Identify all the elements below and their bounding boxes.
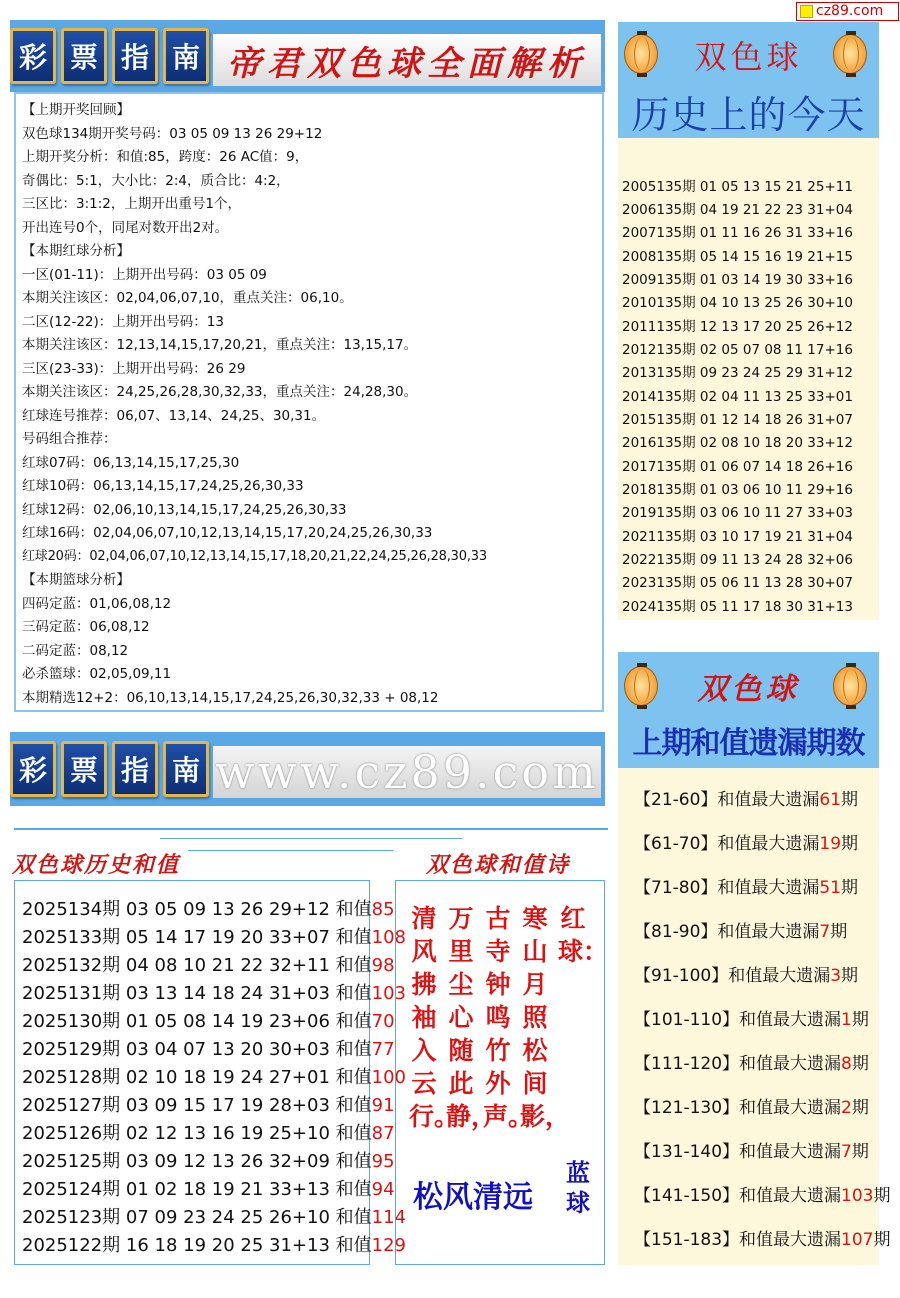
brand-tile: 南	[163, 741, 209, 797]
sum-value: 70	[371, 1011, 395, 1032]
sum-value: 103	[371, 983, 406, 1004]
sum-missing-header	[618, 652, 879, 768]
missing-value: 103	[841, 1186, 874, 1206]
analysis-line: 红球16码：02,04,06,07,10,12,13,14,15,17,20,24,25,26,30,33	[22, 525, 433, 541]
analysis-line: 本期关注该区：24,25,26,28,30,32,33，重点关注：24,28,30。	[22, 384, 418, 400]
history-sum-row: 2025127期 03 09 15 17 19 28+03 和值91	[22, 1095, 395, 1116]
history-today-row: 2006135期 04 19 21 22 23 31+04	[622, 202, 853, 218]
missing-value: 19	[819, 834, 842, 854]
history-today-row: 2010135期 04 10 13 25 26 30+10	[622, 295, 853, 311]
analysis-line: 二区(12-22)：上期开出号码：13	[22, 314, 224, 330]
analysis-line: 红球07码：06,13,14,15,17,25,30	[22, 455, 240, 471]
analysis-line: 红球连号推荐：06,07、13,14、24,25、30,31。	[22, 408, 326, 424]
analysis-line: 四码定蓝：01,06,08,12	[22, 596, 172, 612]
sum-value: 98	[371, 955, 395, 976]
history-sum-row: 2025132期 04 08 10 21 22 32+11 和值98	[22, 955, 395, 976]
missing-value: 51	[819, 878, 842, 898]
sum-value: 91	[371, 1095, 395, 1116]
history-sum-title: 双色球历史和值	[12, 852, 181, 878]
sum-value: 77	[371, 1039, 395, 1060]
range: 【61-70】	[634, 834, 718, 854]
range: 【91-100】	[634, 966, 729, 986]
poem-title: 双色球和值诗	[426, 852, 571, 878]
sum-missing-row: 【131-140】和值最大遗漏7期	[634, 1142, 869, 1162]
site-badge[interactable]	[796, 2, 899, 21]
sum-value: 129	[371, 1235, 406, 1256]
history-sum-row: 2025125期 03 09 12 13 26 32+09 和值95	[22, 1151, 395, 1172]
history-today-row: 2019135期 03 06 10 11 27 33+03	[622, 505, 853, 521]
history-today-row: 2017135期 01 06 07 14 18 26+16	[622, 459, 853, 475]
poem-column: 古寺钟鸣竹外声。	[483, 904, 534, 1131]
poem-blue-label: 蓝球	[566, 1158, 590, 1217]
range: 【141-150】	[634, 1186, 740, 1206]
analysis-line: 本期精选12+2：06,10,13,14,15,17,24,25,26,30,32,33 + 08,12	[22, 690, 439, 706]
watermark-header-band	[10, 732, 605, 806]
history-sum-row: 2025134期 03 05 09 13 26 29+12 和值85	[22, 899, 395, 920]
sum-missing-row: 【81-90】和值最大遗漏7期	[634, 922, 848, 942]
analysis-line: 号码组合推荐：	[22, 431, 117, 447]
sum-missing-row: 【91-100】和值最大遗漏3期	[634, 966, 859, 986]
range: 【81-90】	[634, 922, 718, 942]
history-today-row: 2007135期 01 11 16 26 31 33+16	[622, 225, 853, 241]
history-today-row: 2013135期 09 23 24 25 29 31+12	[622, 365, 853, 381]
brand-tile: 南	[163, 28, 209, 84]
history-sum-row: 2025130期 01 05 08 14 19 23+06 和值70	[22, 1011, 395, 1032]
brand-tile: 票	[61, 741, 107, 797]
history-today-row: 2016135期 02 08 10 18 20 33+12	[622, 435, 853, 451]
watermark-box	[213, 746, 601, 798]
sum-value: 114	[371, 1207, 406, 1228]
sum-value: 94	[371, 1179, 395, 1200]
poem-column: 清风拂袖入云行。	[409, 904, 460, 1131]
poem-column: 寒山月照松间影，	[520, 904, 571, 1131]
analysis-panel	[14, 92, 604, 712]
analysis-title: 帝君双色球全面解析	[227, 43, 587, 84]
analysis-line: 三区比：3:1:2，上期开出重号1个，	[22, 196, 241, 212]
top-header-band	[10, 20, 605, 92]
sum-missing-row: 【121-130】和值最大遗漏2期	[634, 1098, 869, 1118]
history-today-row: 2012135期 02 05 07 08 11 17+16	[622, 342, 853, 358]
missing-value: 107	[841, 1230, 874, 1250]
missing-value: 2	[841, 1098, 852, 1118]
history-sum-row: 2025123期 07 09 23 24 25 26+10 和值114	[22, 1207, 406, 1228]
sum-missing-row: 【141-150】和值最大遗漏103期	[634, 1186, 891, 1206]
sum-missing-row: 【151-183】和值最大遗漏107期	[634, 1230, 891, 1250]
brand-tile: 彩	[10, 28, 56, 84]
range: 【21-60】	[634, 790, 718, 810]
range: 【71-80】	[634, 878, 718, 898]
sum-missing-title-bottom: 上期和值遗漏期数	[632, 726, 865, 761]
analysis-title-box	[213, 34, 601, 86]
analysis-line: 【本期篮球分析】	[22, 572, 130, 588]
sum-missing-row: 【61-70】和值最大遗漏19期	[634, 834, 859, 854]
analysis-line: 二码定蓝：08,12	[22, 643, 129, 659]
analysis-line: 本期关注该区：12,13,14,15,17,20,21，重点关注：13,15,17。	[22, 337, 418, 353]
site-watermark: www.cz89.com	[215, 745, 599, 799]
sum-missing-row: 【101-110】和值最大遗漏1期	[634, 1010, 869, 1030]
sum-value: 87	[371, 1123, 395, 1144]
history-today-row: 2018135期 01 03 06 10 11 29+16	[622, 482, 853, 498]
analysis-line: 三区(23-33)：上期开出号码：26 29	[22, 361, 246, 377]
missing-value: 7	[841, 1142, 852, 1162]
poem-blue-phrase: 松风清远	[413, 1180, 533, 1215]
brand-tile: 指	[112, 28, 158, 84]
history-today-row: 2009135期 01 03 14 19 30 33+16	[622, 272, 853, 288]
analysis-line: 【上期开奖回顾】	[22, 102, 130, 118]
analysis-line: 必杀篮球：02,05,09,11	[22, 666, 172, 682]
sum-missing-title-top: 双色球	[697, 672, 800, 707]
history-today-row: 2014135期 02 04 11 13 25 33+01	[622, 389, 853, 405]
history-today-row: 2021135期 03 10 17 19 21 31+04	[622, 529, 853, 545]
range: 【111-120】	[634, 1054, 740, 1074]
sum-missing-row: 【21-60】和值最大遗漏61期	[634, 790, 859, 810]
missing-value: 3	[830, 966, 842, 986]
range: 【101-110】	[634, 1010, 740, 1030]
history-today-row: 2022135期 09 11 13 24 28 32+06	[622, 552, 853, 568]
analysis-line: 本期关注该区：02,04,06,07,10，重点关注：06,10。	[22, 290, 353, 306]
history-today-row: 2023135期 05 06 11 13 28 30+07	[622, 575, 853, 591]
badge-square-icon	[800, 5, 813, 18]
range: 【121-130】	[634, 1098, 740, 1118]
missing-value: 1	[841, 1010, 852, 1030]
analysis-line: 红球20码：02,04,06,07,10,12,13,14,15,17,18,20,21,22,24,25,26,28,30,33	[22, 549, 487, 564]
poem-column: 万里尘心随此静，	[446, 904, 497, 1131]
analysis-line: 上期开奖分析：和值:85，跨度：26 AC值：9，	[22, 149, 309, 165]
missing-value: 8	[841, 1054, 852, 1074]
history-today-row: 2008135期 05 14 15 16 19 21+15	[622, 249, 853, 265]
history-sum-row: 2025128期 02 10 18 19 24 27+01 和值100	[22, 1067, 406, 1088]
sum-missing-row: 【111-120】和值最大遗漏8期	[634, 1054, 869, 1074]
range: 【131-140】	[634, 1142, 740, 1162]
history-today-title-bottom: 历史上的今天	[631, 93, 866, 137]
history-today-row: 2024135期 05 11 17 18 30 31+13	[622, 599, 853, 615]
sum-value: 108	[371, 927, 406, 948]
analysis-line: 三码定蓝：06,08,12	[22, 619, 150, 635]
history-sum-row: 2025126期 02 12 13 16 19 25+10 和值87	[22, 1123, 395, 1144]
brand-tile: 票	[61, 28, 107, 84]
sum-value: 85	[371, 899, 395, 920]
divider	[188, 850, 393, 851]
brand-tile: 指	[112, 741, 158, 797]
analysis-line: 一区(01-11)：上期开出号码：03 05 09	[22, 267, 267, 283]
site-badge-text: cz89.com	[816, 3, 884, 19]
history-today-row: 2015135期 01 12 14 18 26 31+07	[622, 412, 853, 428]
history-today-title-top: 双色球	[694, 38, 803, 76]
divider	[14, 828, 608, 830]
history-today-row: 2005135期 01 05 13 15 21 25+11	[622, 179, 853, 195]
sum-value: 95	[371, 1151, 395, 1172]
analysis-line: 开出连号0个，同尾对数开出2对。	[22, 220, 229, 236]
analysis-line: 奇偶比：5:1，大小比：2:4，质合比：4:2，	[22, 173, 290, 189]
sum-value: 100	[371, 1067, 406, 1088]
history-sum-row: 2025124期 01 02 18 19 21 33+13 和值94	[22, 1179, 395, 1200]
history-today-row: 2011135期 12 13 17 20 25 26+12	[622, 319, 853, 335]
analysis-line: 红球12码：02,06,10,13,14,15,17,24,25,26,30,33	[22, 502, 347, 518]
missing-value: 61	[819, 790, 842, 810]
history-today-header	[618, 22, 879, 138]
poem-column: 红球：	[558, 904, 609, 966]
range: 【151-183】	[634, 1230, 740, 1250]
missing-value: 7	[819, 922, 831, 942]
history-sum-row: 2025131期 03 13 14 18 24 31+03 和值103	[22, 983, 406, 1004]
history-sum-row: 2025129期 03 04 07 13 20 30+03 和值77	[22, 1039, 395, 1060]
sum-missing-row: 【71-80】和值最大遗漏51期	[634, 878, 859, 898]
analysis-line: 红球10码：06,13,14,15,17,24,25,26,30,33	[22, 478, 304, 494]
analysis-line: 【本期红球分析】	[22, 243, 130, 259]
history-sum-row: 2025122期 16 18 19 20 25 31+13 和值129	[22, 1235, 406, 1256]
brand-tile: 彩	[10, 741, 56, 797]
divider	[160, 838, 462, 839]
history-sum-row: 2025133期 05 14 17 19 20 33+07 和值108	[22, 927, 406, 948]
analysis-line: 双色球134期开奖号码：03 05 09 13 26 29+12	[22, 126, 323, 142]
